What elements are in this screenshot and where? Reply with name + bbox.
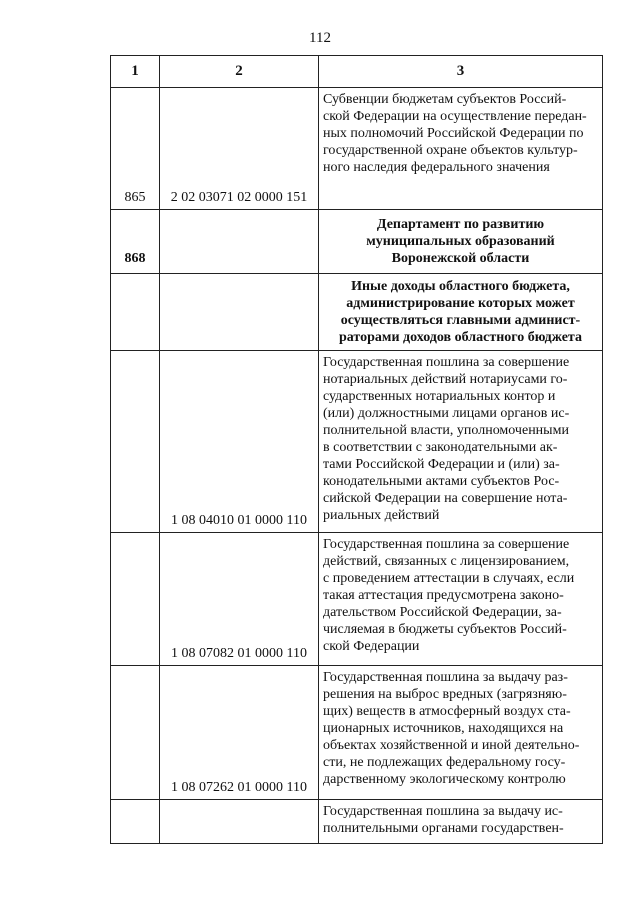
row-number: 868 [111, 210, 160, 274]
table-row [111, 533, 603, 666]
section-heading [319, 274, 603, 351]
description-line: нотариальных действий нотариусами го- [323, 372, 568, 387]
description-line: решения на выброс вредных (загрязняю- [323, 687, 567, 702]
heading-line: Воронежской области [391, 251, 530, 266]
description-line: государственной охране объектов культур- [323, 143, 578, 158]
row-number [111, 351, 160, 533]
description-line: риальных действий [323, 508, 440, 523]
description-line: ционарных источников, находящихся на [323, 721, 564, 736]
heading-line: администрирование которых может [346, 296, 575, 311]
description-line: такая аттестация предусмотрена законо- [323, 588, 564, 603]
description-line: тами Российской Федерации и (или) за- [323, 457, 560, 472]
description-line: числяемая в бюджеты субъектов Россий- [323, 622, 567, 637]
description-line: ской Федерации на осуществление передан- [323, 109, 587, 124]
description-line: с проведением аттестации в случаях, если [323, 571, 575, 586]
row-number [111, 800, 160, 844]
budget-code [160, 210, 319, 274]
description-line: ного наследия федерального значения [323, 160, 550, 175]
description-line: (или) должностными лицами органов ис- [323, 406, 570, 421]
description-line: в соответствии с законодательными ак- [323, 440, 558, 455]
table-row [111, 88, 603, 210]
table-header-row [111, 56, 603, 88]
budget-code [160, 800, 319, 844]
row-number [111, 666, 160, 800]
description-line: конодательными актами субъектов Рос- [323, 474, 560, 489]
budget-code [160, 274, 319, 351]
row-description [319, 88, 603, 210]
description-line: ных полномочий Российской Федерации по [323, 126, 584, 141]
department-heading [319, 210, 603, 274]
description-line: дарственному экологическому контролю [323, 772, 566, 787]
heading-line: раторами доходов областного бюджета [339, 330, 582, 345]
row-description [319, 533, 603, 666]
header-col-1: 1 [111, 56, 160, 88]
description-line: объектах хозяйственной и иной деятельно- [323, 738, 580, 753]
description-line: Государственная пошлина за совершение [323, 537, 570, 552]
page-number: 112 [309, 30, 331, 46]
row-description [319, 666, 603, 800]
table-row [111, 274, 603, 351]
row-description [319, 351, 603, 533]
description-line: полнительными органами государствен- [323, 821, 564, 836]
table-row [111, 210, 603, 274]
heading-line: Департамент по развитию [376, 217, 545, 232]
heading-line: осуществляться главными админист- [340, 313, 581, 328]
table-row [111, 666, 603, 800]
description-line: Государственная пошлина за выдачу ис- [323, 804, 563, 819]
budget-code: 1 08 07082 01 0000 110 [160, 533, 319, 666]
heading-line: муниципальных образований [366, 234, 555, 249]
table-row [111, 351, 603, 533]
budget-code: 1 08 07262 01 0000 110 [160, 666, 319, 800]
description-line: ской Федерации [323, 639, 420, 654]
description-line: Государственная пошлина за выдачу раз- [323, 670, 568, 685]
description-line: сийской Федерации на совершение нота- [323, 491, 568, 506]
row-number [111, 533, 160, 666]
description-line: полнительной власти, уполномоченными [323, 423, 569, 438]
revenue-table [110, 55, 603, 844]
description-line: действий, связанных с лицензированием, [323, 554, 570, 569]
description-line: сударственных нотариальных контор и [323, 389, 556, 404]
row-number: 865 [111, 88, 160, 210]
row-description [319, 800, 603, 844]
heading-line: Иные доходы областного бюджета, [351, 279, 570, 294]
row-number [111, 274, 160, 351]
budget-code: 2 02 03071 02 0000 151 [160, 88, 319, 210]
header-col-2: 2 [160, 56, 319, 88]
description-line: дательством Российской Федерации, за- [323, 605, 562, 620]
description-line: сти, не подлежащих федеральному госу- [323, 755, 566, 770]
header-col-3: 3 [319, 56, 603, 88]
description-line: Государственная пошлина за совершение [323, 355, 570, 370]
table-row [111, 800, 603, 844]
budget-code: 1 08 04010 01 0000 110 [160, 351, 319, 533]
description-line: щих) веществ в атмосферный воздух ста- [323, 704, 571, 719]
description-line: Субвенции бюджетам субъектов Россий- [323, 92, 567, 107]
